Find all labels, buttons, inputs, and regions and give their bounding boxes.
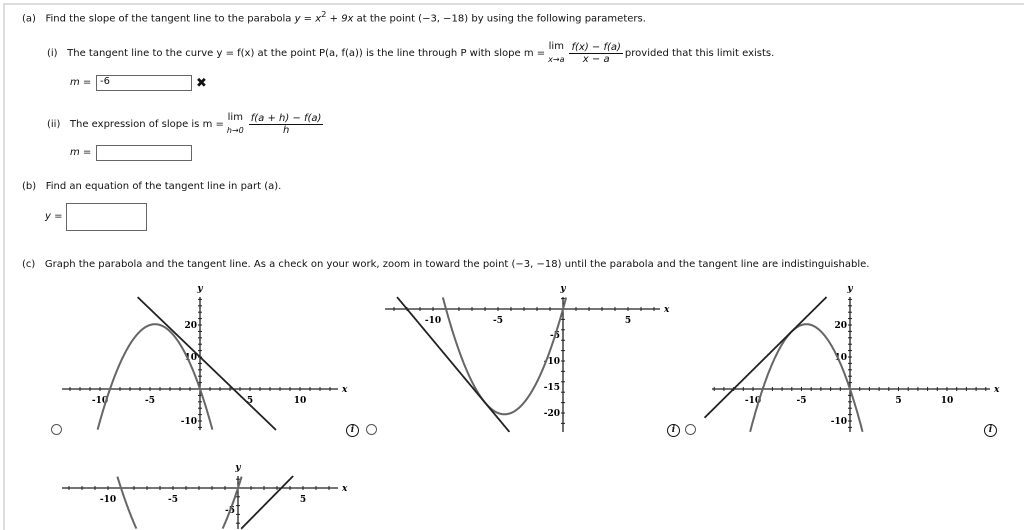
part-i-label: (i) bbox=[47, 48, 58, 59]
y-axis-label: y bbox=[197, 284, 203, 294]
lim-sub: h→0 bbox=[226, 126, 244, 135]
x-tick-label: -10 bbox=[91, 396, 109, 406]
x-tick-label: -10 bbox=[744, 396, 762, 406]
part-i-after: provided that this limit exists. bbox=[624, 48, 775, 59]
equation-rest: + 9x bbox=[326, 13, 354, 25]
numerator: f(x) − f(a) bbox=[571, 41, 621, 53]
lim-text: lim bbox=[548, 41, 564, 52]
tangent-line bbox=[241, 476, 293, 529]
part-ii-label: (ii) bbox=[47, 119, 61, 130]
parabola-curve bbox=[443, 298, 566, 415]
info-icon[interactable]: i bbox=[346, 424, 359, 437]
y-tick-label: -10 bbox=[830, 417, 847, 427]
part-ii-text: The expression of slope is m = bbox=[69, 119, 224, 130]
x-tick-label: -10 bbox=[99, 495, 117, 505]
x-axis-label: x bbox=[342, 484, 348, 494]
y-tick-label: -5 bbox=[550, 331, 560, 341]
x-tick-label: -5 bbox=[145, 396, 155, 406]
lim-text: lim bbox=[227, 112, 243, 123]
x-tick-label: -5 bbox=[796, 396, 807, 406]
y-tick-label: 20 bbox=[184, 321, 197, 331]
parabola-curve bbox=[117, 477, 241, 529]
x-tick-label: 10 bbox=[940, 396, 954, 406]
part-b-text: Find an equation of the tangent line in part (a). bbox=[45, 181, 282, 192]
x-tick-label: -5 bbox=[493, 316, 503, 326]
y-tick-label: 20 bbox=[834, 321, 847, 331]
x-tick-label: -10 bbox=[424, 316, 442, 326]
y-axis-label: y bbox=[560, 284, 566, 294]
x-tick-label: -5 bbox=[168, 495, 178, 505]
y-tick-label: -20 bbox=[543, 409, 560, 419]
y-tick-label: 10 bbox=[184, 353, 197, 363]
y-label-b: y = bbox=[45, 211, 63, 222]
x-axis-label: x bbox=[664, 305, 670, 315]
incorrect-icon: ✖ bbox=[196, 76, 207, 91]
part-a-label: (a) bbox=[22, 13, 36, 25]
x-tick-label: 5 bbox=[895, 396, 902, 406]
parabola-curve bbox=[750, 324, 863, 432]
graph-option-3-radio[interactable] bbox=[685, 424, 696, 435]
denominator: x − a bbox=[582, 53, 610, 65]
part-c-label: (c) bbox=[22, 259, 36, 270]
denominator: h bbox=[282, 124, 290, 136]
graph-2 bbox=[385, 284, 670, 432]
x-axis-label: x bbox=[994, 385, 1000, 395]
m-label-ii: m = bbox=[70, 147, 92, 158]
x-tick-label: 5 bbox=[624, 316, 632, 326]
y-tick-label: 10 bbox=[834, 353, 847, 363]
slope-input-i[interactable]: -6 bbox=[96, 75, 192, 91]
y-tick-label: -10 bbox=[543, 357, 560, 367]
m-label-i: m = bbox=[70, 77, 92, 88]
graph-4 bbox=[62, 463, 348, 529]
part-a-text: Find the slope of the tangent line to the parabola bbox=[45, 13, 295, 25]
x-tick-label: 5 bbox=[246, 396, 254, 406]
y-tick-label: -10 bbox=[180, 417, 197, 427]
part-i-text: The tangent line to the curve y = f(x) at the point P(a, f(a)) is the line through P with slope m = bbox=[67, 48, 546, 59]
info-icon[interactable]: i bbox=[667, 424, 680, 437]
part-a-text-post: at the point (−3, −18) by using the following parameters. bbox=[353, 13, 646, 25]
part-b-label: (b) bbox=[22, 181, 37, 192]
tangent-line bbox=[705, 297, 827, 418]
y-tick-label: -15 bbox=[543, 383, 560, 393]
graph-option-1-radio[interactable] bbox=[51, 424, 62, 435]
info-icon[interactable]: i bbox=[984, 424, 997, 437]
graph-1 bbox=[62, 284, 348, 430]
numerator: f(a + h) − f(a) bbox=[250, 112, 322, 124]
x-tick-label: 10 bbox=[293, 396, 307, 406]
equation: y = x bbox=[294, 13, 322, 25]
y-tick-label: -5 bbox=[225, 506, 235, 516]
lim-sub: x→a bbox=[548, 55, 565, 64]
exponent: 2 bbox=[321, 9, 327, 19]
y-axis-label: y bbox=[235, 463, 241, 473]
y-axis-label: y bbox=[847, 284, 853, 294]
parabola-curve bbox=[98, 324, 213, 429]
x-tick-label: 5 bbox=[299, 495, 307, 505]
x-axis-label: x bbox=[342, 385, 348, 395]
graph-option-2-radio[interactable] bbox=[366, 424, 377, 435]
graph-3 bbox=[705, 284, 1001, 432]
part-c-text: Graph the parabola and the tangent line. As a check on your work, zoom in toward the point (−3, −18) until the parabola and the tangent line are indistinguishable. bbox=[44, 259, 870, 270]
